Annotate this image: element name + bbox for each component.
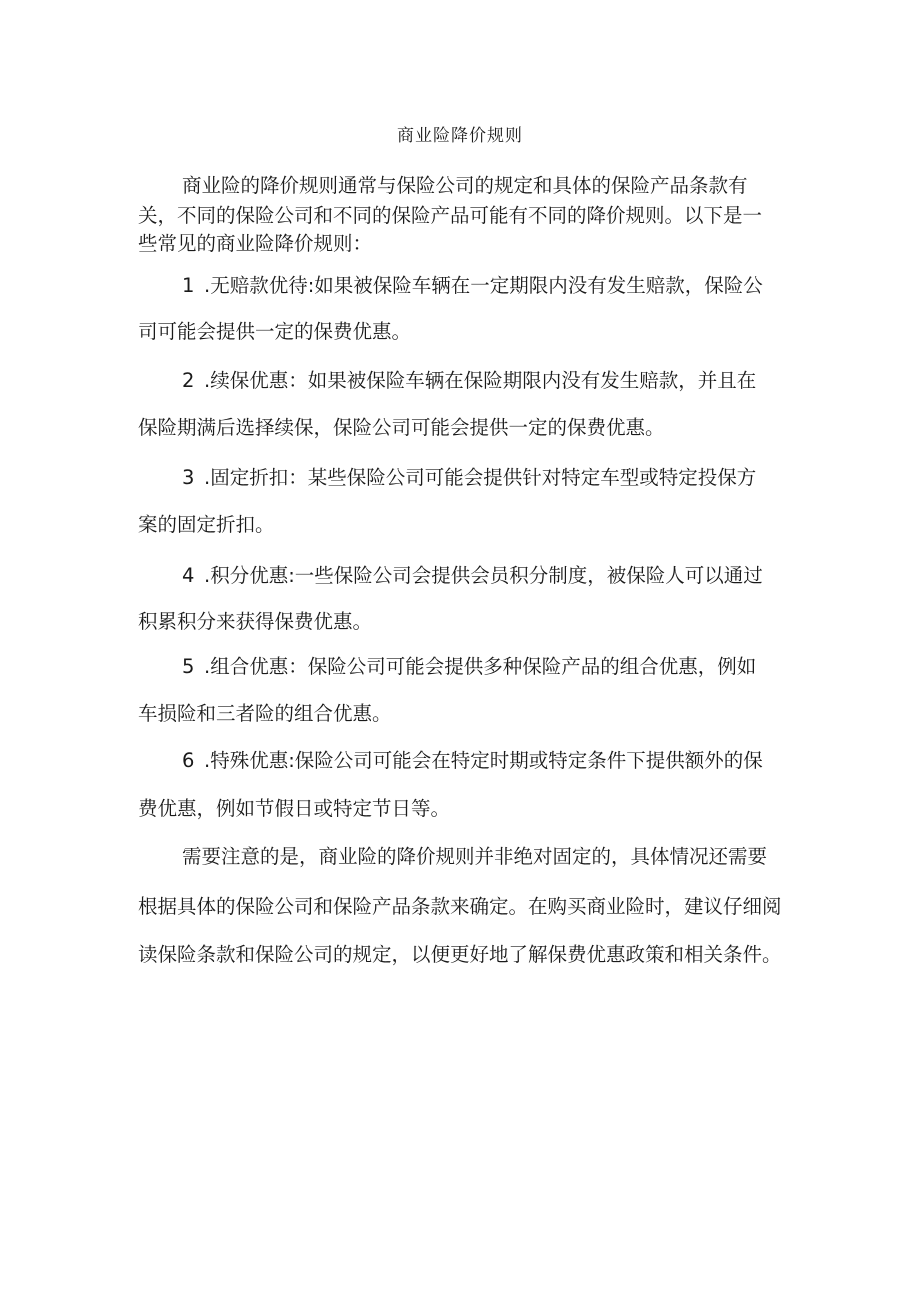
intro-line-2: 关，不同的保险公司和不同的保险产品可能有不同的降价规则。以下是一 <box>138 204 763 227</box>
rule-3-first-line <box>182 465 756 491</box>
rule-3-number: 3 <box>182 466 195 489</box>
conclusion-line-3: 读保险条款和保险公司的规定，以便更好地了解保费优惠政策和相关条件。 <box>138 943 782 966</box>
conclusion-line-2: 根据具体的保险公司和保险产品条款来确定。在购买商业险时，建议仔细阅 <box>138 895 782 918</box>
intro-line-3: 些常见的商业险降价规则： <box>138 232 373 255</box>
rule-2-number: 2 <box>182 369 195 392</box>
rule-6-second-line: 费优惠，例如节假日或特定节日等。 <box>138 797 451 820</box>
rule-3-second-line: 案的固定折扣。 <box>138 513 275 536</box>
rule-1-number: 1 <box>182 274 195 297</box>
rule-5-second-line: 车损险和三者险的组合优惠。 <box>138 702 392 725</box>
rule-5-text: .组合优惠：保险公司可能会提供多种保险产品的组合优惠，例如 <box>204 655 757 678</box>
intro-line-1: 商业险的降价规则通常与保险公司的规定和具体的保险产品条款有 <box>182 174 748 197</box>
rule-1-first-line <box>182 273 763 299</box>
rule-6-number: 6 <box>182 749 195 772</box>
rule-5-first-line <box>182 654 756 680</box>
rule-6-text: .特殊优惠:保险公司可能会在特定时期或特定条件下提供额外的保 <box>204 749 763 772</box>
rule-4-first-line <box>182 563 763 589</box>
rule-2-text: .续保优惠：如果被保险车辆在保险期限内没有发生赔款，并且在 <box>204 369 757 392</box>
rule-4-number: 4 <box>182 564 195 587</box>
rule-4-text: .积分优惠:一些保险公司会提供会员积分制度，被保险人可以通过 <box>204 564 763 587</box>
document-title: 商业险降价规则 <box>397 126 523 146</box>
conclusion-line-1: 需要注意的是，商业险的降价规则并非绝对固定的，具体情况还需要 <box>182 845 768 868</box>
rule-3-text: .固定折扣：某些保险公司可能会提供针对特定车型或特定投保方 <box>204 466 757 489</box>
rule-5-number: 5 <box>182 655 195 678</box>
rule-4-second-line: 积累积分来获得保费优惠。 <box>138 610 373 633</box>
rule-1-text: .无赔款优待:如果被保险车辆在一定期限内没有发生赔款，保险公 <box>204 274 763 297</box>
rule-6-first-line <box>182 748 763 774</box>
rule-2-first-line <box>182 368 756 394</box>
rule-1-second-line: 司可能会提供一定的保费优惠。 <box>138 320 412 343</box>
rule-2-second-line: 保险期满后选择续保，保险公司可能会提供一定的保费优惠。 <box>138 416 665 439</box>
